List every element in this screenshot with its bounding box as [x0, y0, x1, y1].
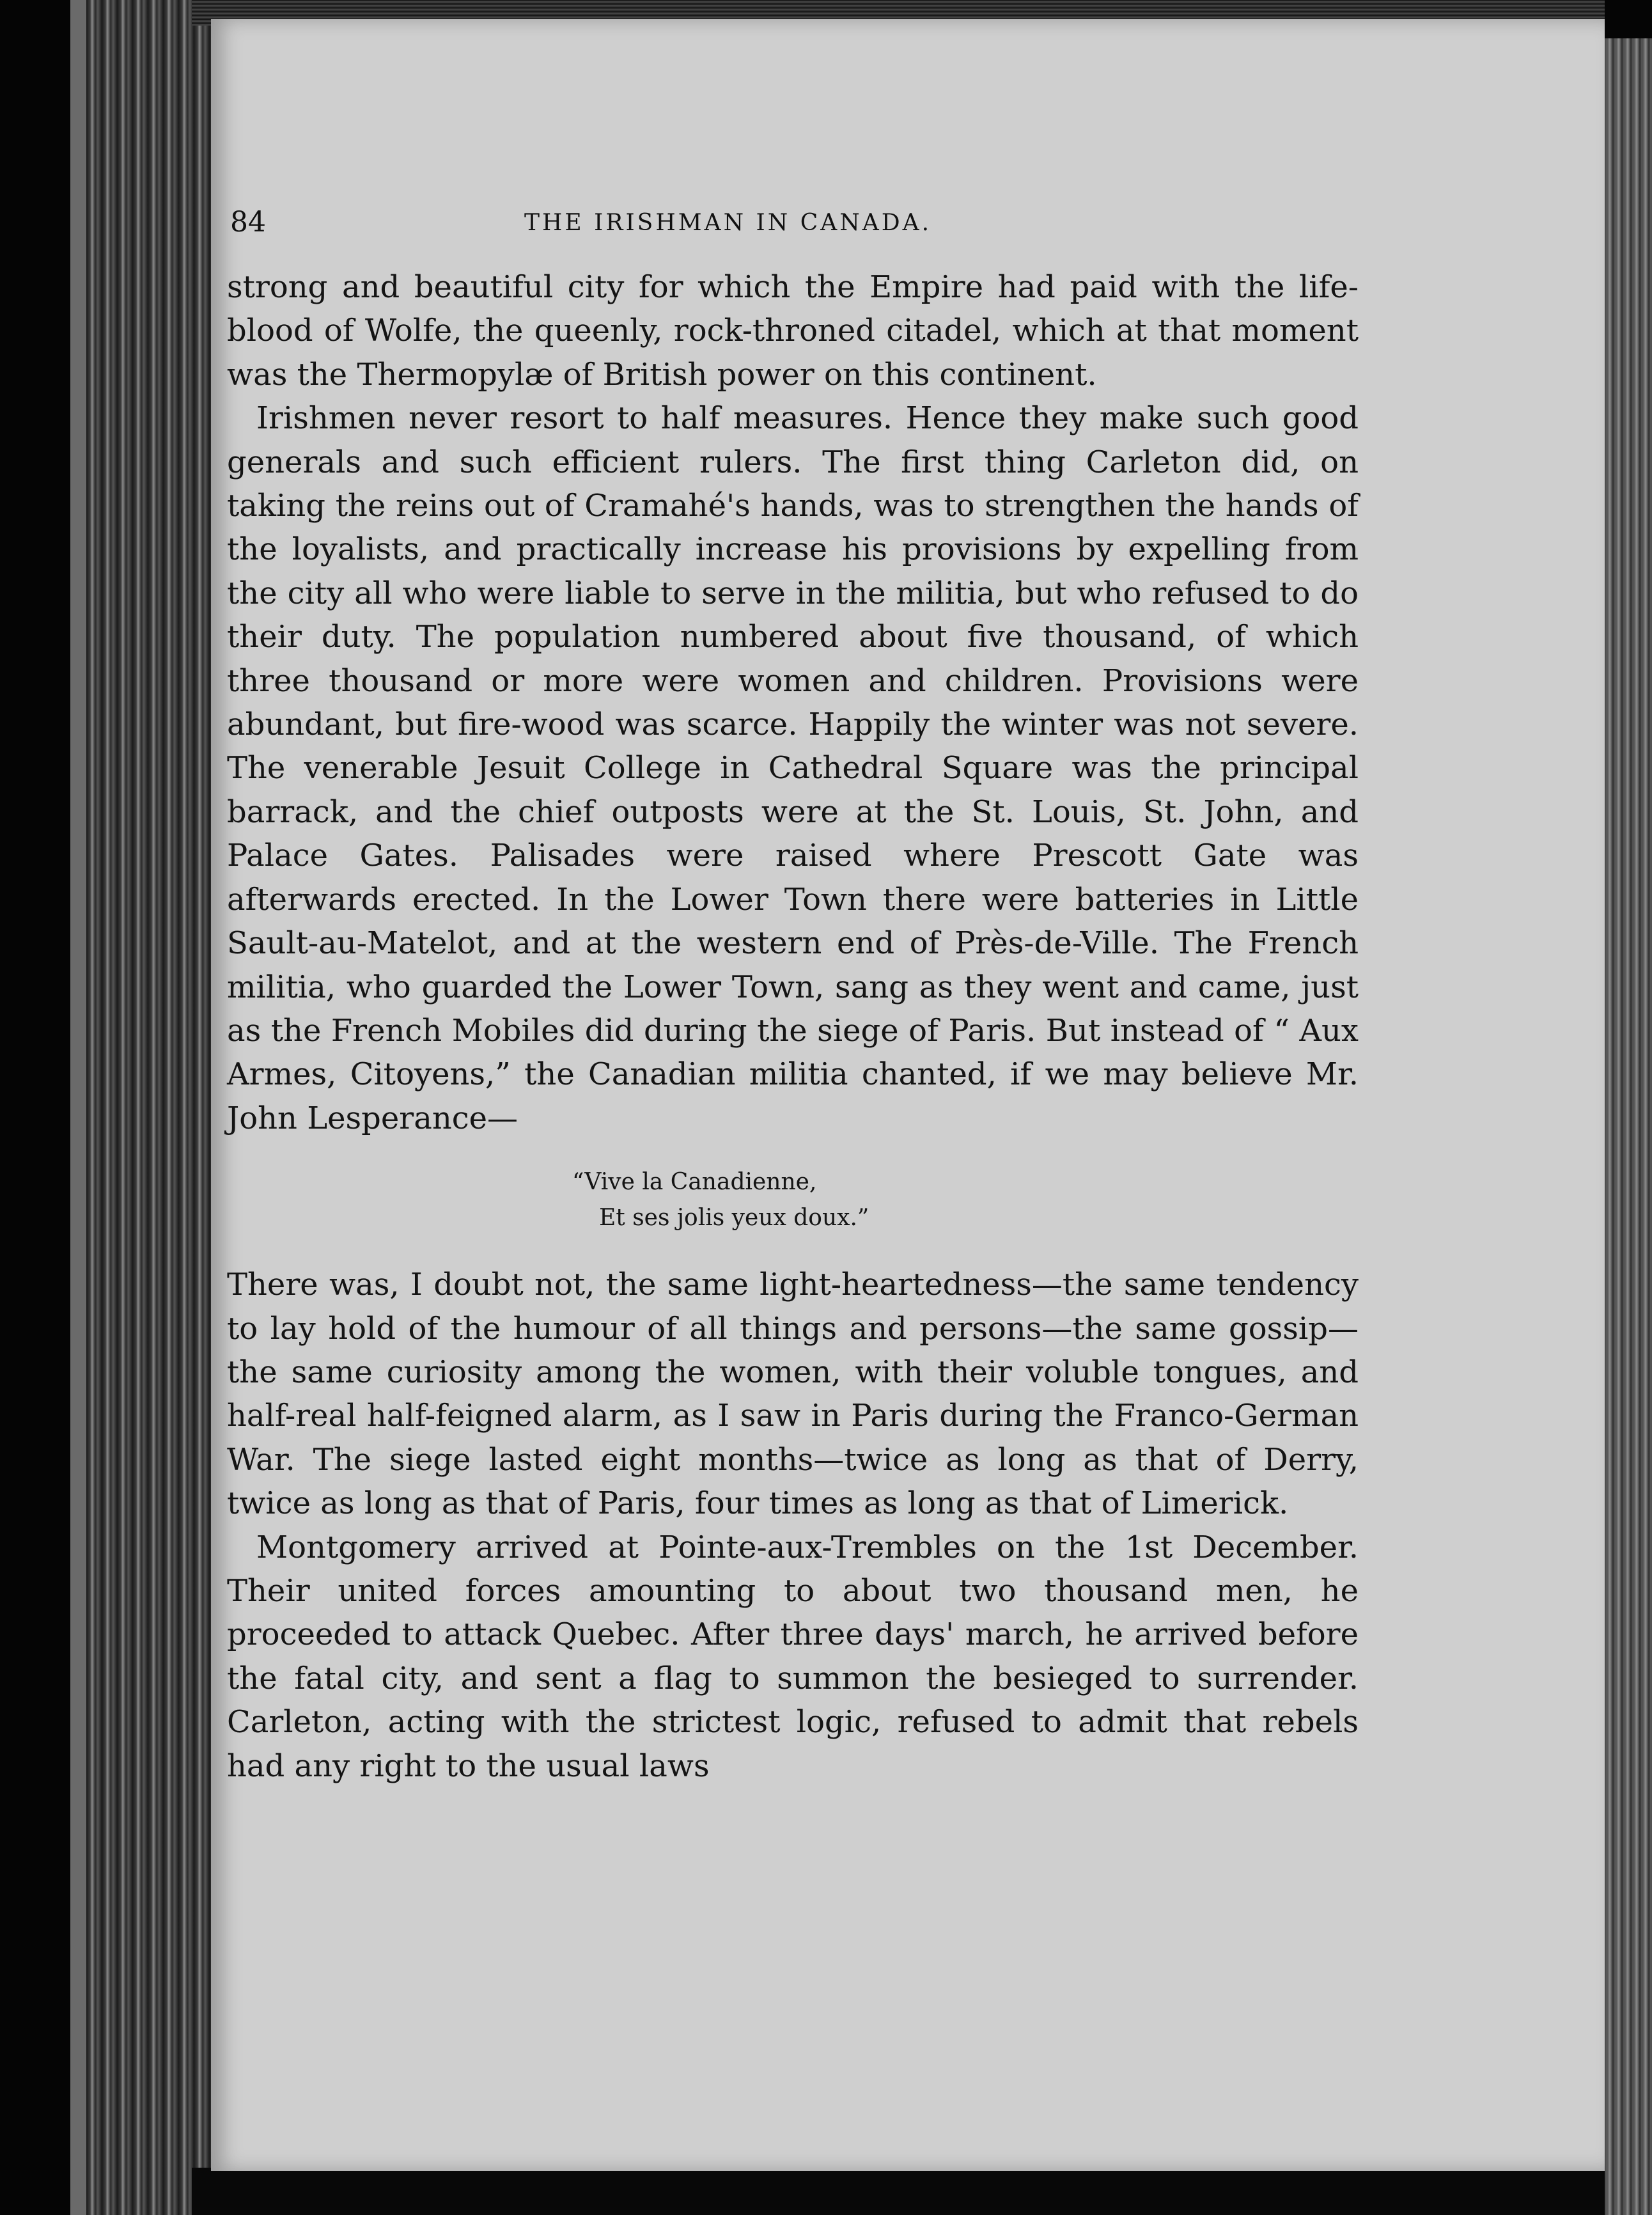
running-head: THE IRISHMAN IN CANADA. [524, 210, 932, 236]
verse-line-1: “Vive la Canadienne, [572, 1169, 817, 1196]
paragraph-2: Irishmen never resort to half measures. Hence they make such good generals and such efficient rulers. The first thing Carleton did, on taking the reins out of Cramahé's hands, was to strengthen the hands of the loyalists, and practically increase his provisions by expelling from the city all who were liable to serve in the militia, but who refused to do their duty. The population numbered about five thousand, of which three thousand or more were women and children. Provisions were abundant, but fire-wood was scarce. Happily the winter was not severe. The venerable Jesuit College in Cathedral Square was the principal barrack, and the chief outposts were at the St. Louis, St. John, and Palace Gates. Palisades were raised where Prescott Gate was afterwards erected. In the Lower Town there were batteries in Little Sault-au-Matelot, and at the western end of Près-de-Ville. The French militia, who guarded the Lower Town, sang as they went and came, just as the French Mobiles did during the siege of Paris. But instead of “ Aux Armes, Citoyens,” the Canadian militia chanted, if we may believe Mr. John Lesperance— [227, 400, 1359, 1136]
paragraph-3: There was, I doubt not, the same light-heartedness—the same tendency to lay hold of the humour of all things and persons—the same gossip—the same curiosity among the women, with their voluble tongues, and half-real half-feigned alarm, as I saw in Paris during the Franco-German War. The siege lasted eight months—twice as long as that of Derry, twice as long as that of Paris, four times as long as that of Limerick. [227, 1267, 1359, 1522]
verse-line-2: Et ses jolis yeux doux.” [599, 1205, 869, 1232]
book-bottom-edge [192, 2168, 1605, 2215]
paragraph-1: strong and beautiful city for which the Empire had paid with the life-blood of Wolfe, the queenly, rock-throned citadel, which at that moment was the Thermopylæ of British power on this continent. [227, 269, 1359, 393]
verse-quote [572, 1164, 1359, 1236]
page-number: 84 [230, 206, 266, 239]
body-text [227, 265, 1359, 1788]
paragraph-4: Montgomery arrived at Pointe-aux-Trembles on the 1st December. Their united forces amounting to about two thousand men, he proceeded to attack Quebec. After three days' march, he arrived before the fatal city, and sent a flag to summon the besieged to surrender. Carleton, acting with the strictest logic, refused to admit that rebels had any right to the usual laws [227, 1529, 1359, 1784]
book-page-edges-right [1598, 38, 1652, 2215]
page-header [230, 206, 1343, 251]
